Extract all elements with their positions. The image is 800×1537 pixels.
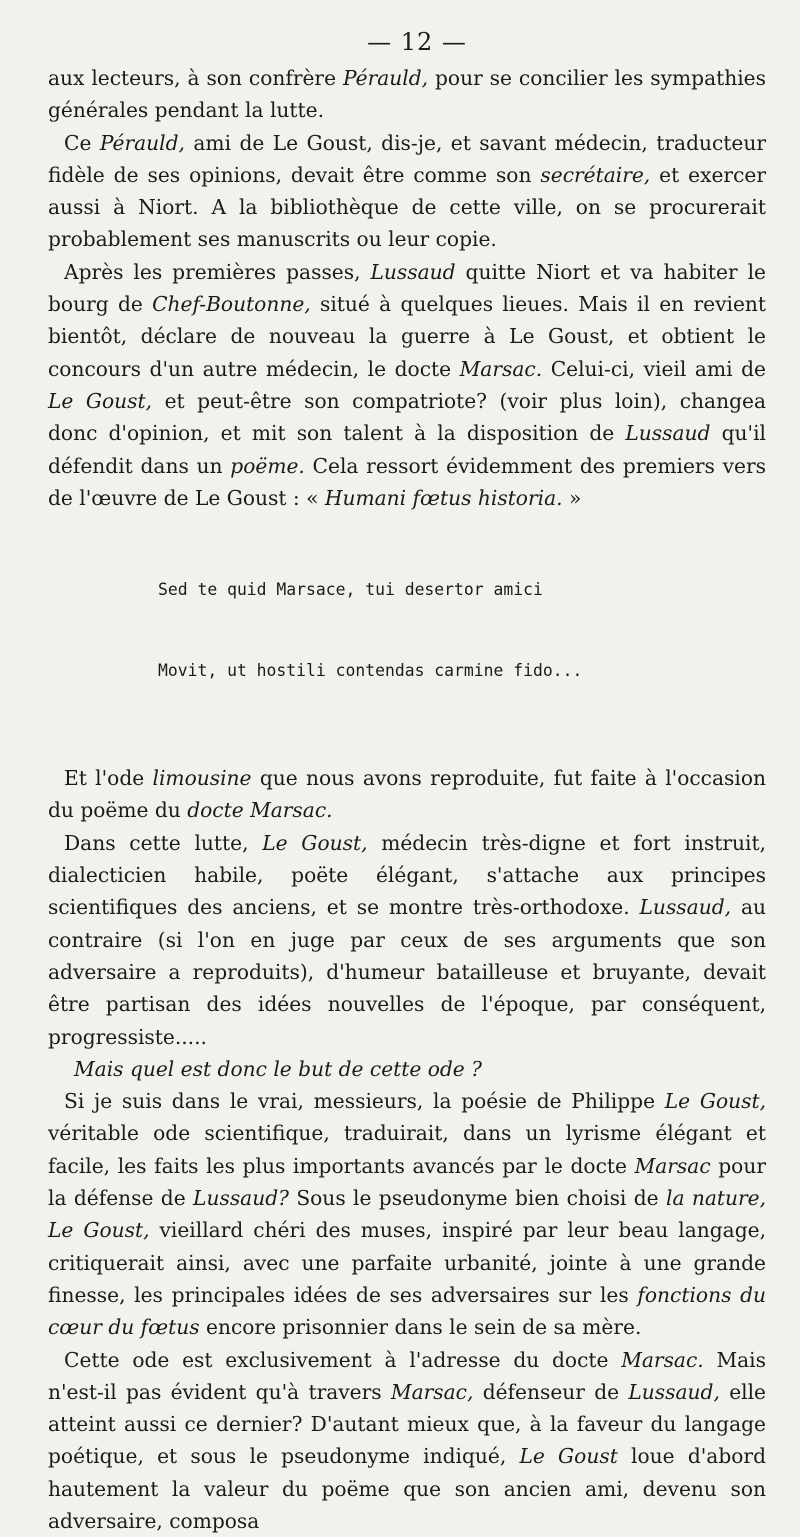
text-run: et exercer aussi à Niort. A la bibliothèque de cette ville, on se procurerait probablement ses manuscrits ou leur copie. (48, 163, 766, 252)
italic-text: Le Goust (519, 1444, 617, 1468)
paragraph (48, 1085, 766, 1343)
text-run: Dans cette lutte, (64, 831, 262, 855)
text-run: Sous le pseudonyme bien choisi de (289, 1186, 666, 1210)
verse-line: Sed te quid Marsace, tui desertor amici (158, 576, 766, 603)
italic-text: secrétaire, (540, 163, 650, 187)
italic-text: Pérauld, (343, 66, 428, 90)
italic-text: Lussaud, (640, 895, 732, 919)
text-run: Cela ressort évidemment des premiers vers de l'œuvre de Le Goust : « (48, 454, 766, 510)
italic-text: Le Goust, (48, 1218, 150, 1242)
page-number: — 12 — (68, 28, 766, 56)
paragraph (48, 827, 766, 1053)
italic-text: Marsac. (460, 357, 542, 381)
italic-text: Lussaud, (628, 1380, 720, 1404)
text-run: et peut-être son compatriote? (voir plus loin), changea donc d'opinion, et mit son talent à la disposition de (48, 389, 766, 445)
italic-text: Humani fœtus historia. (325, 486, 563, 510)
text-run: aux lecteurs, à son confrère (48, 66, 343, 90)
italic-text: Pérauld, (100, 131, 185, 155)
text-run: qu'il défendit dans un (48, 421, 766, 477)
text-run: Si je suis dans le vrai, messieurs, la poésie de Philippe (64, 1089, 665, 1113)
italic-text: Le Goust, (262, 831, 367, 855)
text-block-1 (48, 62, 766, 514)
italic-text: Le Goust, (48, 389, 152, 413)
question-line: Mais quel est donc le but de cette ode ? (48, 1053, 766, 1085)
paragraph (48, 256, 766, 514)
italic-text: Chef-Boutonne, (152, 292, 311, 316)
text-run: vieillard chéri des muses, inspiré par leur beau langage, critiquerait ainsi, avec une parfaite urbanité, jointe à une grande finesse, les principales idées de ses adversaires sur les (48, 1218, 766, 1307)
italic-text: docte Marsac. (187, 798, 332, 822)
text-run: ami de Le Goust, dis-je, et savant médecin, traducteur fidèle de ses opinions, devait être comme son (48, 131, 766, 187)
text-run: Cette ode est exclusivement à l'adresse du docte (64, 1348, 621, 1372)
italic-text: Lussaud (371, 260, 456, 284)
italic-text: Marsac (635, 1154, 711, 1178)
paragraph (48, 1344, 766, 1537)
paragraph (48, 762, 766, 827)
text-run: Et l'ode (64, 766, 153, 790)
italic-text: Marsac, (391, 1380, 473, 1404)
text-run: encore prisonnier dans le sein de sa mère. (200, 1315, 642, 1339)
text-run: médecin très-digne et fort instruit, dialecticien habile, poëte élégant, s'attache aux principes scientifiques des anciens, et se montre très-orthodoxe. (48, 831, 766, 920)
italic-text: fonctions du cœur du fœtus (48, 1283, 766, 1339)
italic-text: Le Goust, (665, 1089, 766, 1113)
paragraph (48, 127, 766, 256)
text-run: » (563, 486, 582, 510)
text-run: Mais n'est-il pas évident qu'à travers (48, 1348, 766, 1404)
text-block-3 (48, 1085, 766, 1537)
italic-text: limousine (153, 766, 252, 790)
paragraph (48, 62, 766, 127)
text-run: loue d'abord hautement la valeur du poëme que son ancien ami, devenu son adversaire, composa (48, 1444, 766, 1533)
text-run: pour se concilier les sympathies générales pendant la lutte. (48, 66, 766, 122)
italic-text: la nature, (666, 1186, 766, 1210)
italic-text: Marsac. (621, 1348, 703, 1372)
text-run: que nous avons reproduite, fut faite à l'occasion du poëme du (48, 766, 766, 822)
italic-text: Lussaud (625, 421, 710, 445)
text-run: pour la défense de (48, 1154, 766, 1210)
italic-text: Lussaud? (193, 1186, 289, 1210)
text-run: quitte Niort et va habiter le bourg de (48, 260, 766, 316)
text-run: Ce (64, 131, 100, 155)
italic-text: poëme. (230, 454, 305, 478)
text-run: au contraire (si l'on en juge par ceux de ses arguments que son adversaire a reproduits), d'humeur batailleuse et bruyante, devait être partisan des idées nouvelles de l'époque, par conséquent, progressiste..... (48, 895, 766, 1048)
text-block-2 (48, 762, 766, 1053)
text-run: véritable ode scientifique, traduirait, dans un lyrisme élégant et facile, les faits les plus importants avancés par le docte (48, 1121, 766, 1177)
text-run: elle atteint aussi ce dernier? D'autant mieux que, à la faveur du langage poétique, et sous le pseudonyme indiqué, (48, 1380, 766, 1469)
text-run: défenseur de (473, 1380, 628, 1404)
text-run: Après les premières passes, (64, 260, 371, 284)
text-run: situé à quelques lieues. Mais il en revient bientôt, déclare de nouveau la guerre à Le Goust, et obtient le concours d'un autre médecin, le docte (48, 292, 766, 381)
verse-line: Movit, ut hostili contendas carmine fido... (158, 657, 766, 684)
latin-verse (158, 522, 766, 738)
text-run: Celui-ci, vieil ami de (542, 357, 766, 381)
